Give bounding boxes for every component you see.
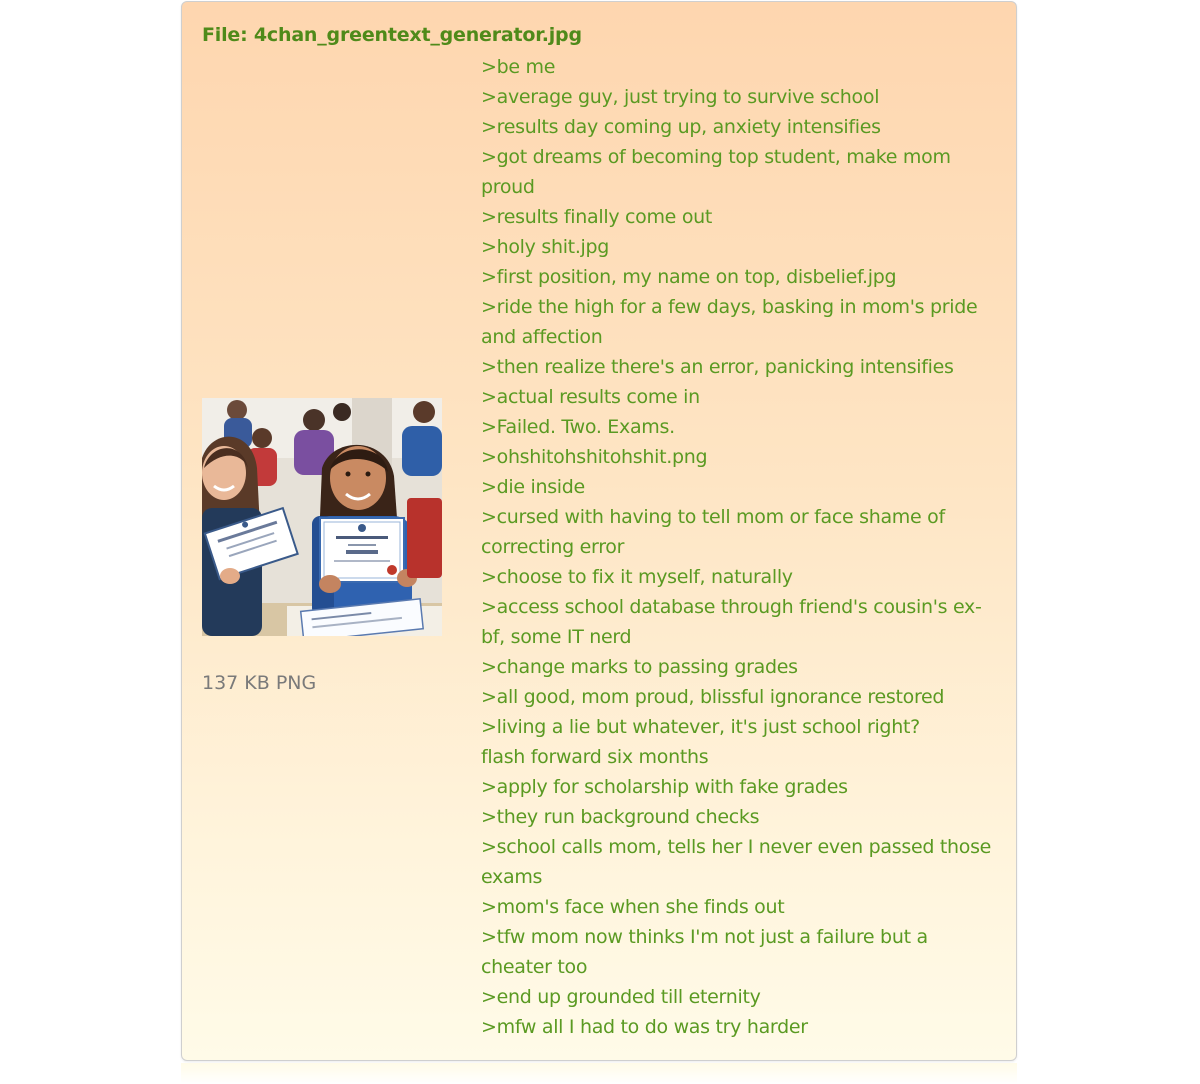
greentext-line: >results finally come out [481,206,713,228]
greentext-line: >access school database through friend's cousin's ex-bf, some IT nerd [481,596,982,648]
greentext-line: >mom's face when she finds out [481,896,785,918]
greentext-line: >change marks to passing grades [481,656,798,678]
greentext-line: >holy shit.jpg [481,236,610,258]
greentext-line: flash forward six months [481,746,709,768]
greentext-body [481,52,1001,1042]
next-post-edge [181,1063,1017,1084]
greentext-line: >Failed. Two. Exams. [481,416,675,438]
greentext-line: >ride the high for a few days, basking in mom's pride and affection [481,296,978,348]
greentext-line: >cursed with having to tell mom or face shame of correcting error [481,506,945,558]
file-name-link[interactable]: File: 4chan_greentext_generator.jpg [202,24,582,46]
greentext-line: >average guy, just trying to survive school [481,86,880,108]
post-card [181,1,1017,1061]
greentext-line: >mfw all I had to do was try harder [481,1016,808,1038]
greentext-line: >choose to fix it myself, naturally [481,566,793,588]
greentext-line: >all good, mom proud, blissful ignorance restored [481,686,945,708]
greentext-line: >tfw mom now thinks I'm not just a failure but a cheater too [481,926,928,978]
file-size-info: 137 KB PNG [202,672,317,694]
greentext-line: >apply for scholarship with fake grades [481,776,848,798]
greentext-line: >then realize there's an error, panicking intensifies [481,356,954,378]
greentext-line: >end up grounded till eternity [481,986,761,1008]
greentext-line: >results day coming up, anxiety intensifies [481,116,881,138]
greentext-line: >actual results come in [481,386,700,408]
greentext-line: >got dreams of becoming top student, make mom proud [481,146,951,198]
greentext-line: >school calls mom, tells her I never even passed those exams [481,836,992,888]
greentext-line: >living a lie but whatever, it's just school right? [481,716,920,738]
greentext-line: >first position, my name on top, disbelief.jpg [481,266,897,288]
post-thumbnail-image[interactable] [202,398,442,636]
greentext-line: >they run background checks [481,806,760,828]
greentext-line: >ohshitohshitohshit.png [481,446,708,468]
greentext-line: >be me [481,56,556,78]
greentext-line: >die inside [481,476,585,498]
